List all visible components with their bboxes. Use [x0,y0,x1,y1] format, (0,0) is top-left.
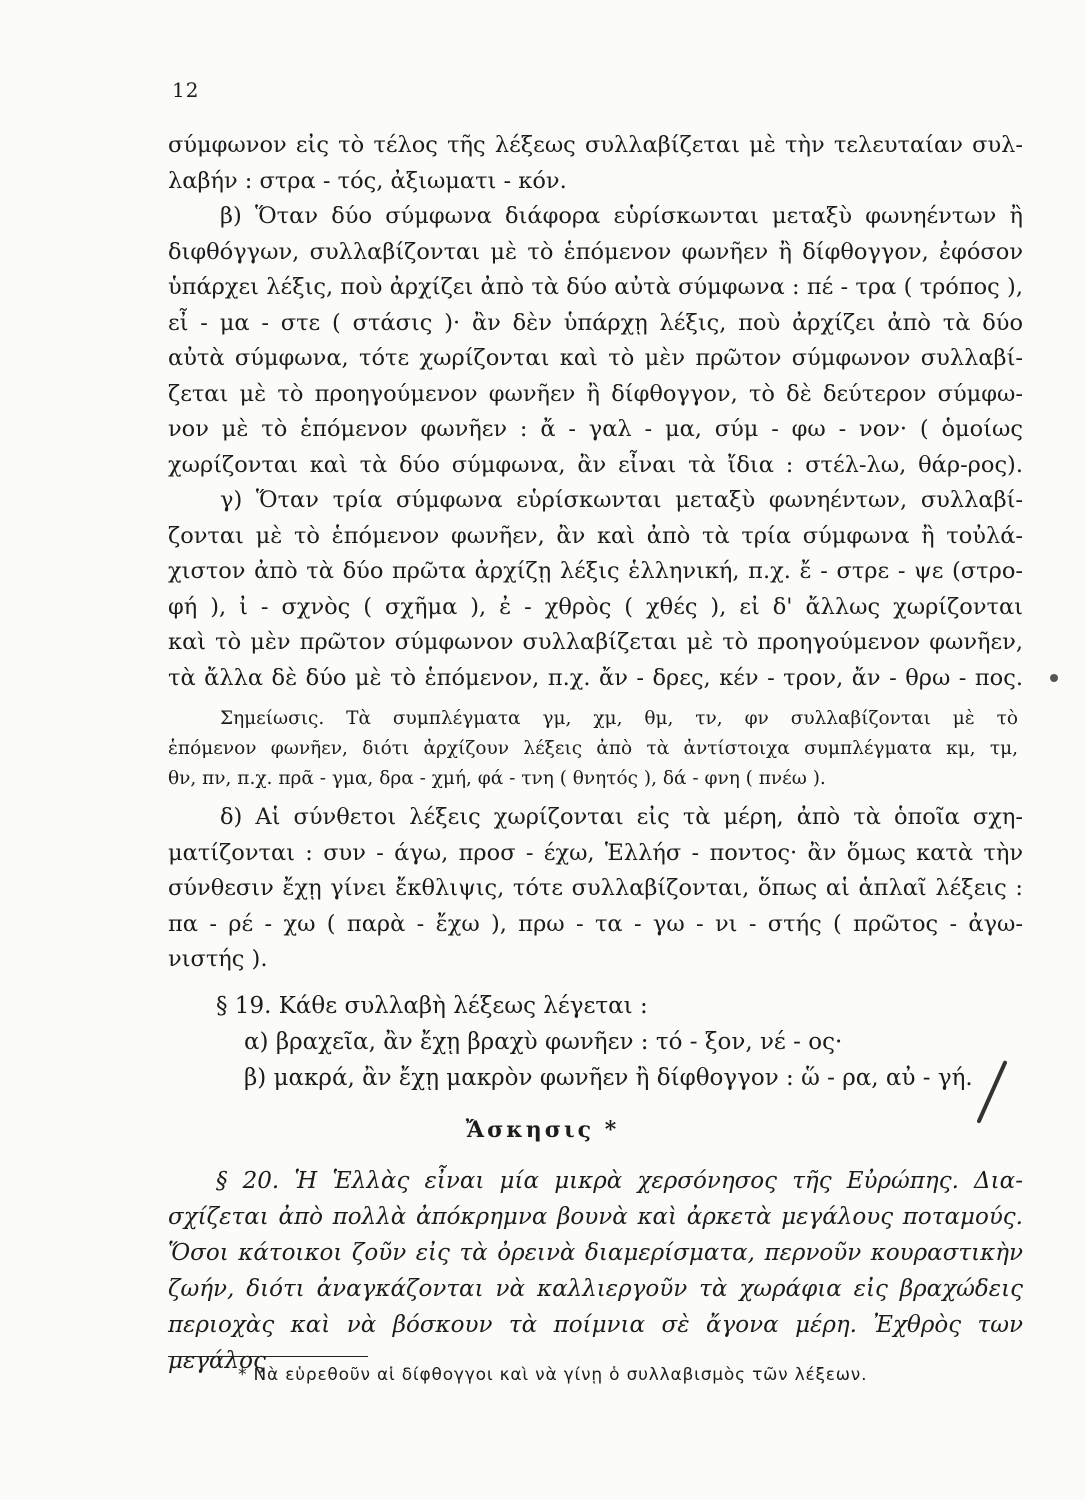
text-line: Ὅσοι κάτοικοι ζοῦν εἰς τὰ ὀρεινὰ διαμερίσματα, περνοῦν κουραστικὴν [168,1240,1023,1266]
text-line: τὰ ἄλλα δὲ δύο μὲ τὸ ἑπόμενον, π.χ. ἄν - δρες, κέν - τρον, ἄν - θρω - πος. [168,664,1023,691]
section-d-block [168,800,1023,978]
text-line: περιοχὰς καὶ νὰ βόσκουν τὰ ποίμνια σὲ ἄγονα μέρη. Ἐχθρὸς των μεγάλος [168,1312,1023,1374]
text-line: ζωήν, διότι ἀναγκάζονται νὰ καλλιεργοῦν τὰ χωράφια εἰς βραχώδεις [168,1276,1023,1302]
section-19 [168,988,1023,1096]
text-line: § 20. Ἡ Ἑλλὰς εἶναι μία μικρὰ χερσόνησος τῆς Εὐρώπης. Δια- [216,1168,1023,1194]
remark-line: Σημείωσις. Τὰ συμπλέγματα γμ, χμ, θμ, τν, φν συλλαβίζονται μὲ τὸ [220,708,1018,729]
text-line: σύμφωνον εἰς τὸ τέλος τῆς λέξεως συλλαβίζεται μὲ τὴν τελευταίαν συλ- [168,132,1023,158]
remark-block [168,704,1018,794]
text-line: σχίζεται ἀπὸ πολλὰ ἀπόκρημνα βουνὰ καὶ ἀρκετὰ μεγάλους ποταμούς. [168,1204,1023,1230]
text-line: καὶ τὸ μὲν πρῶτον σύμφωνον συλλαβίζεται μὲ τὸ προηγούμενον φωνῆεν, [168,629,1023,655]
text-line: ζονται μὲ τὸ ἑπόμενον φωνῆεν, ἂν καὶ ἀπὸ τὰ τρία σύμφωνα ἢ τοὐλά- [168,522,1023,549]
text-line: δ) Αἱ σύνθετοι λέξεις χωρίζονται εἰς τὰ μέρη, ἀπὸ τὰ ὁποῖα σχη- [220,804,1023,830]
text-line: γ) Ὅταν τρία σύμφωνα εὑρίσκωνται μεταξὺ φωνηέντων, συλλαβί- [220,487,1023,513]
text-line: σύνθεσιν ἔχῃ γίνει ἔκθλιψις, τότε συλλαβίζονται, ὅπως αἱ ἁπλαῖ λέξεις : [168,875,1023,901]
text-line: χωρίζονται καὶ τὰ δύο σύμφωνα, ἂν εἶναι τὰ ἴδια : στέλ-λω, θάρ-ρος). [168,451,1023,478]
text-line: φή ), ἰ - σχνὸς ( σχῆμα ), ἐ - χθρὸς ( χθές ), εἰ δ' ἄλλως χωρίζονται [168,593,1023,620]
footnote: * Νὰ εὑρεθοῦν αἱ δίφθογγοι καὶ νὰ γίνῃ ὁ συλλαβισμὸς τῶν λέξεων. [238,1365,868,1385]
text-line: λαβήν : στρα - τός, ἀξιωματι - κόν. [168,167,567,194]
page-number: 12 [172,78,200,102]
text-line: διφθόγγων, συλλαβίζονται μὲ τὸ ἑπόμενον φωνῆεν ἢ δίφθογγον, ἐφόσον [168,238,1023,265]
text-line: εἶ - μα - στε ( στάσις )· ἂν δὲν ὑπάρχῃ λέξις, ποὺ ἀρχίζει ἀπὸ τὰ δύο [168,309,1023,336]
footnote-divider [168,1356,368,1357]
section-19-title: § 19. Κάθε συλλαβὴ λέξεως λέγεται : [216,993,648,1019]
section-19-item-a: α) βραχεῖα, ἂν ἔχῃ βραχὺ φωνῆεν : τό - ξον, νέ - ος· [244,1029,843,1055]
text-line: χιστον ἀπὸ τὰ δύο πρῶτα ἀρχίζῃ λέξις ἑλληνική, π.χ. ἔ - στρε - ψε (στρο- [168,558,1023,584]
text-line: αὐτὰ σύμφωνα, τότε χωρίζονται καὶ τὸ μὲν πρῶτον σύμφωνον συλλαβί- [168,345,1023,371]
text-line: νον μὲ τὸ ἑπόμενον φωνῆεν : ἄ - γαλ - μα, σύμ - φω - νον· ( ὁμοίως [168,416,1023,442]
margin-dot-mark [1050,674,1058,682]
text-line: ματίζονται : συν - άγω, προσ - έχω, Ἑλλήσ - ποντος· ἂν ὅμως κατὰ τὴν [168,839,1023,866]
remark-line: θν, πν, π.χ. πρᾶ - γμα, δρα - χμή, φά - τνη ( θνητός ), δά - φνη ( πνέω ). [168,768,826,789]
remark-line: ἑπόμενον φωνῆεν, διότι ἀρχίζουν λέξεις ἀπὸ τὰ ἀντίστοιχα συμπλέγματα κμ, τμ, [168,738,1018,759]
text-line: ζεται μὲ τὸ προηγούμενον φωνῆεν ἢ δίφθογγον, τὸ δὲ δεύτερον σύμφω- [168,380,1023,407]
main-text-block [168,128,1023,696]
text-line: ὑπάρχει λέξις, ποὺ ἀρχίζει ἀπὸ τὰ δύο αὐτὰ σύμφωνα : πέ - τρα ( τρόπος ), [168,274,1023,300]
section-19-item-b: β) μακρά, ἂν ἔχῃ μακρὸν φωνῆεν ἢ δίφθογγον : ὥ - ρα, αὐ - γή. [244,1065,973,1091]
section-20 [168,1163,1023,1374]
text-line: β) Ὅταν δύο σύμφωνα διάφορα εὑρίσκωνται μεταξὺ φωνηέντων ἢ [220,203,1023,229]
text-line: νιστής ). [168,946,268,972]
text-line: πα - ρέ - χω ( παρὰ - ἔχω ), πρω - τα - γω - νι - στής ( πρῶτος - ἀγω- [168,910,1023,937]
exercise-heading: Ἄσκησις * [465,1117,620,1143]
